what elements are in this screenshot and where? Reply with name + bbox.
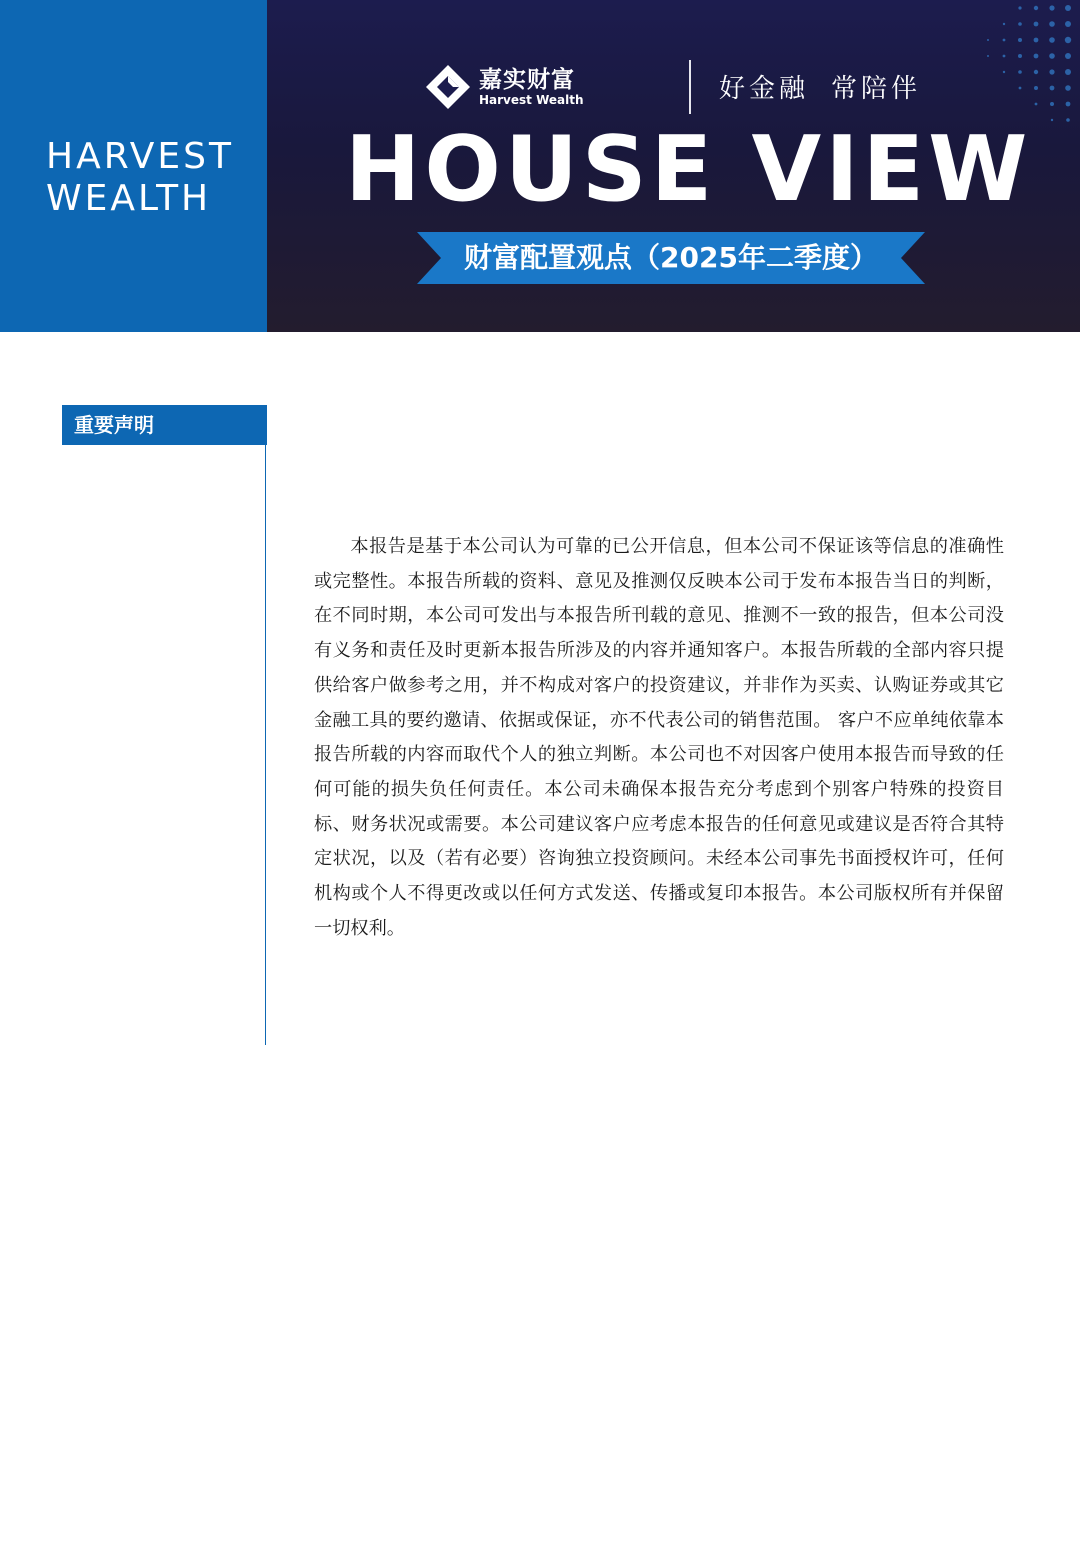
brand-name-en: HARVEST WEALTH [46,136,234,219]
disclaimer-text: 本报告是基于本公司认为可靠的已公开信息，但本公司不保证该等信息的准确性或完整性。本报告所载的资料、意见及推测仅反映本公司于发布本报告当日的判断，在不同时期，本公司可发出与本报告所刊载的意见、推测不一致的报告，但本公司没有义务和责任及时更新本报告所涉及的内容并通知客户。本报告所载的全部内容只提供给客户做参考之用，并不构成对客户的投资建议，并非作为买卖、认购证券或其它金融工具的要约邀请、依据或保证，亦不代表公司的销售范围。 客户不应单纯依靠本报告所载的内容而取代个人的独立判断。本公司也不对因客户使用本报告而导致的任何可能的损失负任何责任。本公司未确保本报告充分考虑到个别客户特殊的投资目标、财务状况或需要。本公司建议客户应考虑本报告的任何意见或建议是否符合其特定状况，以及（若有必要）咨询独立投资顾问。未经本公司事先书面授权许可，任何机构或个人不得更改或以任何方式发送、传播或复印本报告。本公司版权所有并保留一切权利。 [314,536,1004,939]
slogan-part-2: 常陪伴 [831,74,922,104]
house-view-banner [267,0,1080,332]
logo-wordmark [479,67,584,107]
logo-divider [689,60,691,114]
notice-heading: 重要声明 [62,405,267,445]
slogan [719,68,921,105]
subtitle-ribbon [417,232,925,284]
brand-side-block [0,0,267,332]
slogan-part-1: 好金融 [719,74,810,104]
dot-pattern-decoration [940,0,1080,130]
report-subtitle: 财富配置观点（2025年二季度） [464,241,878,274]
harvest-diamond-logo-icon [425,64,471,110]
logo-name-cn: 嘉实财富 [479,67,575,93]
harvest-logo [425,64,584,110]
section-divider-line [265,445,266,1045]
report-header [0,0,1080,332]
report-title: HOUSE VIEW [345,117,1032,222]
logo-name-en: Harvest Wealth [479,93,584,107]
